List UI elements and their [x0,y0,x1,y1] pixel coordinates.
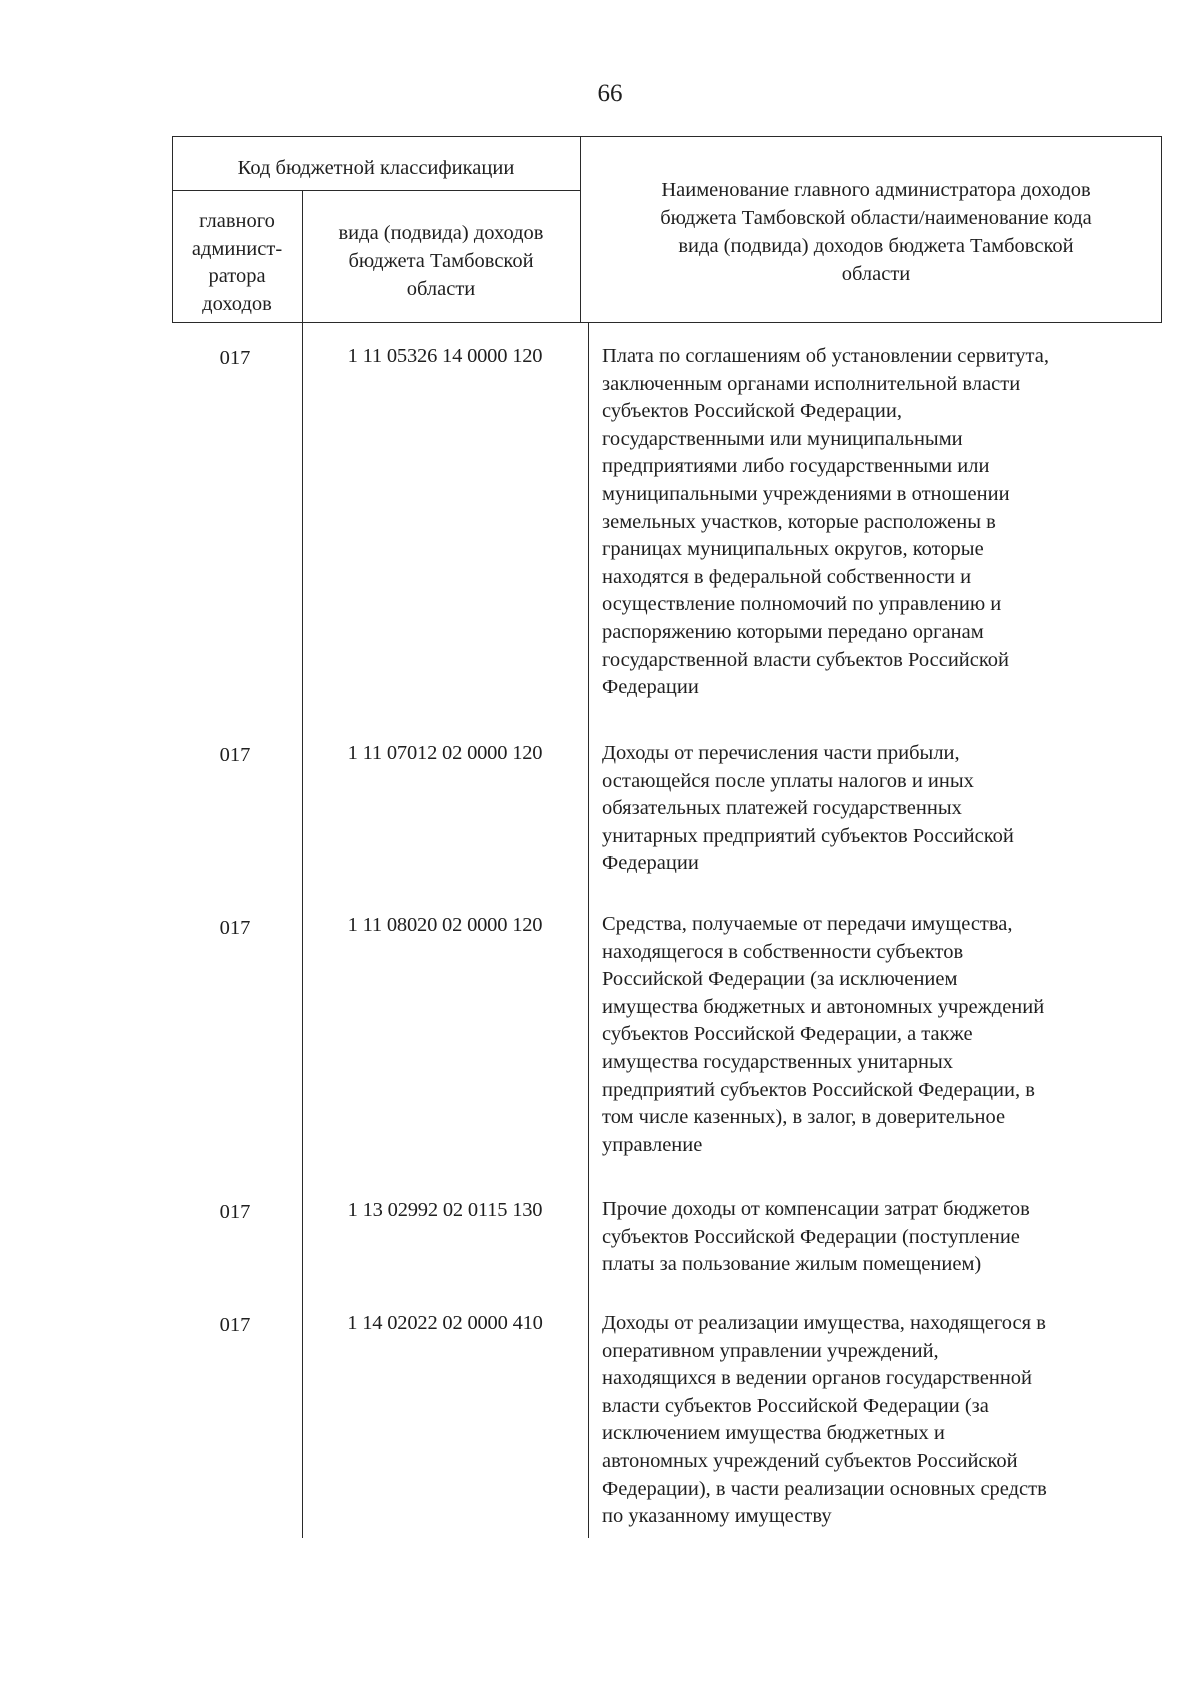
column-divider-kbk-body [588,322,589,1538]
page-number: 66 [597,80,623,107]
header-col-kbk-line: области [406,278,476,300]
table-top-border [172,136,1162,137]
header-col-name [590,176,1162,288]
header-col-kbk [302,219,580,303]
header-col-name-line: области [841,263,911,285]
revenue-description: Средства, получаемые от передачи имущества, находящегося в собственности субъектов Российской Федерации (за исключением имущества бюджетных и автономных учреждений субъектов Российской Федерации, а также имущества государственных унитарных предприятий субъектов Российской Федерации, в том числе казенных), в залог, в доверительное управление [602,913,1045,1156]
kbk-code: 1 11 05326 14 0000 120 [347,345,543,367]
header-col-admin [172,208,302,318]
column-divider-admin [302,190,303,1538]
revenue-description: Доходы от реализации имущества, находящегося в оперативном управлении учреждений, находящихся в ведении органов государственной власти субъектов Российской Федерации (за исключением имущества бюджетных и автономных учреждений субъектов Российской Федерации), в части реализации основных средств по указанному имуществу [602,1312,1047,1528]
header-col-kbk-line: вида (подвида) доходов [338,222,544,244]
admin-code: 017 [219,917,251,939]
group-header-divider [172,190,580,191]
header-col-admin-line: ратора [208,265,266,287]
revenue-description: Плата по соглашениям об установлении сервитута, заключенным органами исполнительной власти субъектов Российской Федерации, государственными или муниципальными предприятиями либо государственными или муниципальными учреждениями в отношении земельных участков, которые расположены в границах муниципальных округов, которые находятся в федеральной собственности и осуществление полномочий по управлению и распоряжению которыми передано органам государственной власти субъектов Российской Федерации [602,345,1049,699]
header-col-name-line: вида (подвида) доходов бюджета Тамбовской [678,235,1074,257]
header-col-admin-line: админист- [191,237,283,260]
header-col-name-line: Наименование главного администратора доходов [661,179,1091,201]
header-group-title: Код бюджетной классификации [237,157,515,179]
kbk-code: 1 14 02022 02 0000 410 [347,1312,543,1334]
column-divider-kbk [580,136,581,323]
kbk-code: 1 11 07012 02 0000 120 [347,742,543,764]
revenue-description: Прочие доходы от компенсации затрат бюджетов субъектов Российской Федерации (поступление платы за пользование жилым помещением) [602,1198,1030,1276]
admin-code: 017 [219,744,251,766]
admin-code: 017 [219,347,251,369]
admin-code: 017 [219,1201,251,1223]
header-col-admin-line: доходов [202,292,272,315]
kbk-code: 1 11 08020 02 0000 120 [347,914,543,936]
admin-code: 017 [219,1314,251,1336]
header-bottom-border [172,322,1162,323]
kbk-code: 1 13 02992 02 0115 130 [347,1199,543,1221]
header-col-name-line: бюджета Тамбовской области/наименование кода [660,207,1092,229]
revenue-description: Доходы от перечисления части прибыли, остающейся после уплаты налогов и иных обязательных платежей государственных унитарных предприятий субъектов Российской Федерации [602,742,1014,875]
header-col-admin-line: главного [199,210,275,232]
header-col-kbk-line: бюджета Тамбовской [348,250,534,272]
